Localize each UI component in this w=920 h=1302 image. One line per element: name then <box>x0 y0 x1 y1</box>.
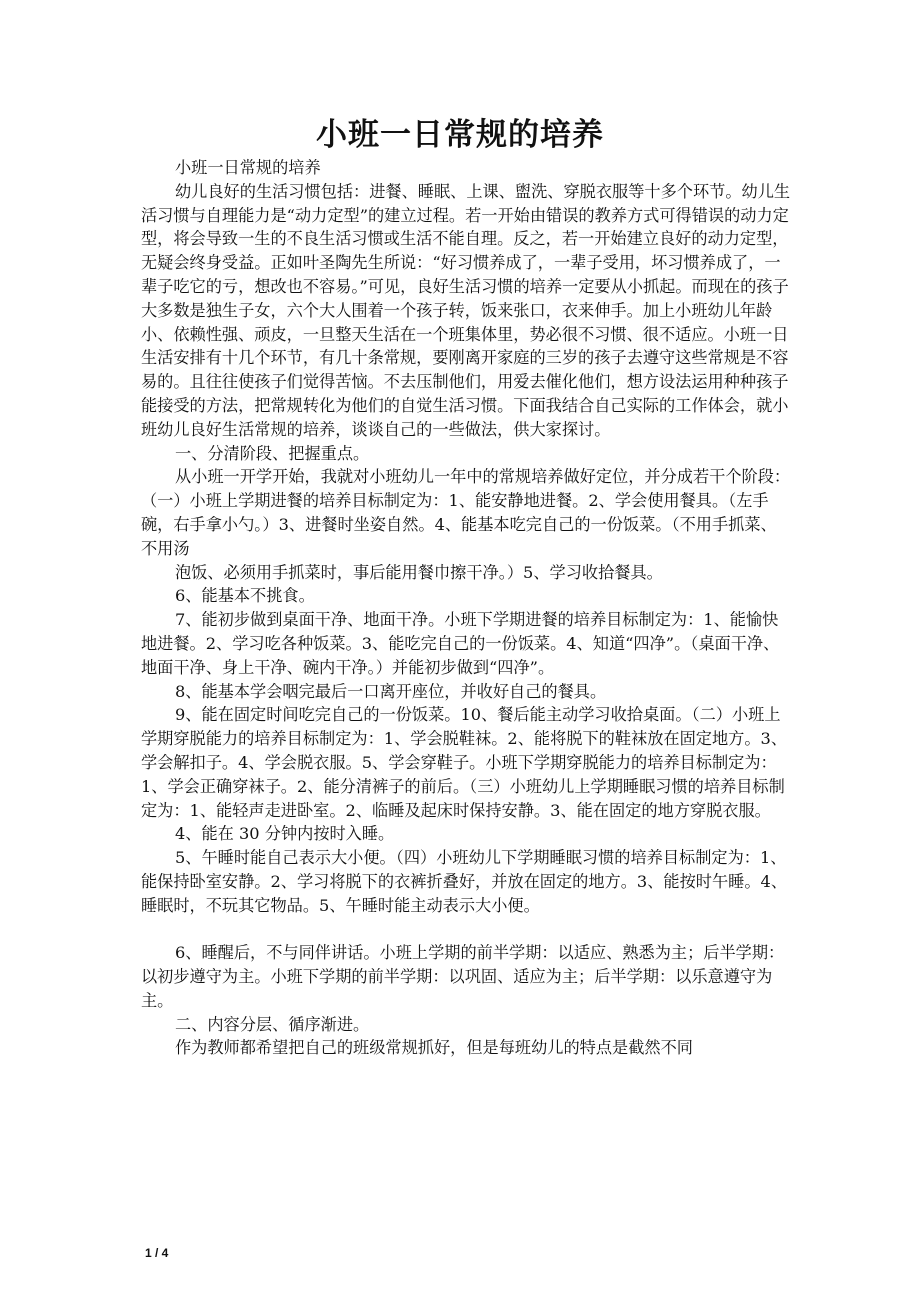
paragraph: 9、能在固定时间吃完自己的一份饭菜。10、餐后能主动学习收拾桌面。（二）小班上学期穿脱能力的培养目标制定为：1、学会脱鞋袜。2、能将脱下的鞋袜放在固定地方。3、学会解扣子。4、学会脱衣服。5、学会穿鞋子。小班下学期穿脱能力的培养目标制定为：1、学会正确穿袜子。2、能分清裤子的前后。（三）小班幼儿上学期睡眠习惯的培养目标制定为：1、能轻声走进卧室。2、临睡及起床时保持安静。3、能在固定的地方穿脱衣服。 <box>141 705 788 820</box>
paragraph-intro: 幼儿良好的生活习惯包括：进餐、睡眠、上课、盥洗、穿脱衣服等十多个环节。幼儿生活习惯与自理能力是“动力定型”的建立过程。若一开始由错误的教养方式可得错误的动力定型，将会导致一生的不良生活习惯或生活不能自理。反之，若一开始建立良好的动力定型，无疑会终身受益。正如叶圣陶先生所说：“好习惯养成了，一辈子受用，坏习惯养成了，一辈子吃它的亏，想改也不容易。”可见，良好生活习惯的培养一定要从小抓起。而现在的孩子大多数是独生子女，六个大人围着一个孩子转，饭来张口，衣来伸手。加上小班幼儿年龄小、依赖性强、顽皮，一旦整天生活在一个班集体里，势必很不习惯、很不适应。小班一日生活安排有十几个环节，有几十条常规，要刚离开家庭的三岁的孩子去遵守这些常规是不容易的。且往往使孩子们觉得苦恼。不去压制他们，用爱去催化他们，想方设法运用种种孩子能接受的方法，把常规转化为他们的自觉生活习惯。下面我结合自己实际的工作体会，就小班幼儿良好生活常规的培养，谈谈自己的一些做法，供大家探讨。 <box>141 181 791 439</box>
paragraph: 6、睡醒后，不与同伴讲话。小班上学期的前半学期：以适应、熟悉为主；后半学期：以初步遵守为主。小班下学期的前半学期：以巩固、适应为主；后半学期：以乐意遵守为主。 <box>141 943 785 1010</box>
paragraph: 泡饭、必须用手抓菜时，事后能用餐巾擦干净。）5、学习收拾餐具。 <box>175 562 663 582</box>
document-title: 小班一日常规的培养 <box>316 117 604 153</box>
paragraph: 从小班一开学开始，我就对小班幼儿一年中的常规培养做好定位，并分成若干个阶段：（一）小班上学期进餐的培养目标制定为：1、能安静地进餐。2、学会使用餐具。（左手碗，右手拿小勺。）3、进餐时坐姿自然。4、能基本吃完自己的一份饭菜。（不用手抓菜、不用汤 <box>141 467 791 558</box>
paragraph-subtitle: 小班一日常规的培养 <box>175 158 321 177</box>
paragraph: 作为教师都希望把自己的班级常规抓好，但是每班幼儿的特点是截然不同 <box>175 1038 693 1058</box>
paragraph: 7、能初步做到桌面干净、地面干净。小班下学期进餐的培养目标制定为：1、能愉快地进餐。2、学习吃各种饭菜。3、能吃完自己的一份饭菜。4、知道“四净”。（桌面干净、地面干净、身上干净、碗内干净。）并能初步做到“四净”。 <box>141 610 780 677</box>
section-heading-2: 二、内容分层、循序渐进。 <box>175 1014 370 1034</box>
paragraph: 4、能在 30 分钟内按时入睡。 <box>175 824 395 844</box>
page-number: 1 / 4 <box>145 1246 169 1260</box>
paragraph: 5、午睡时能自己表示大小便。（四）小班幼儿下学期睡眠习惯的培养目标制定为：1、能保持卧室安静。2、学习将脱下的衣裤折叠好，并放在固定的地方。3、能按时午睡。4、睡眠时，不玩其它物品。5、午睡时能主动表示大小便。 <box>141 848 788 915</box>
blank-line <box>141 918 791 942</box>
document-body <box>141 156 791 1060</box>
paragraph: 8、能基本学会咽完最后一口离开座位，并收好自己的餐具。 <box>175 681 607 701</box>
section-heading-1: 一、分清阶段、把握重点。 <box>175 443 370 463</box>
paragraph: 6、能基本不挑食。 <box>175 586 315 606</box>
